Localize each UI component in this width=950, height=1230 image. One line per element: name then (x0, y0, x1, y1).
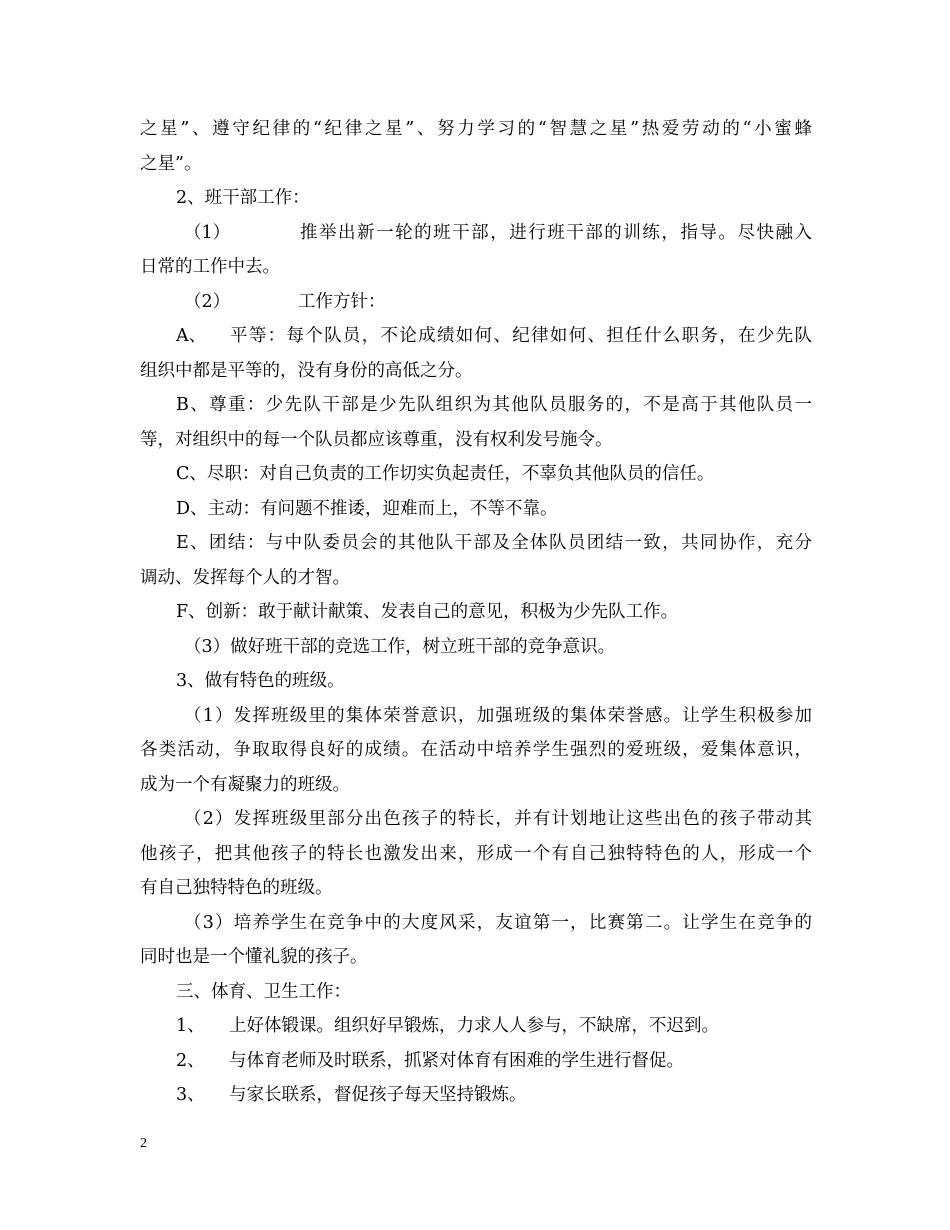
text-line: 等，对组织中的每一个队员都应该尊重，没有权利发号施令。 (140, 429, 613, 450)
list-text: 上好体锻课。组织好早锻炼，力求人人参与，不缺席，不迟到。 (229, 1016, 719, 1036)
list-text: 推举出新一轮的班干部，进行班干部的训练，指导。尽快融入 (300, 222, 812, 243)
text-line: 他孩子，把其他孩子的特长也激发出来，形成一个有自己独特特色的人，形成一个 (140, 843, 812, 864)
text-line: （3）做好班干部的竞选工作，树立班干部的竞争意识。 (184, 636, 616, 657)
list-item (184, 285, 812, 320)
text-line: 之星”。 (140, 153, 202, 174)
text-line: 各类活动，争取取得良好的成绩。在活动中培养学生强烈的爱班级，爱集体意识， (140, 740, 812, 760)
page-number: 2 (140, 1136, 147, 1151)
list-text: 与体育老师及时联系，抓紧对体育有困难的学生进行督促。 (229, 1050, 684, 1071)
list-item (176, 1044, 812, 1079)
list-item (176, 319, 812, 354)
text-line: 之星”、遵守纪律的“纪律之星”、努力学习的“智慧之星”热爱劳动的“小蜜蜂 (140, 119, 812, 139)
list-marker: 3、 (176, 1085, 205, 1105)
text-line: 组织中都是平等的，没有身份的高低之分。 (140, 360, 473, 381)
list-item (176, 1078, 812, 1113)
list-marker: （1） (184, 222, 231, 243)
list-marker: 2、 (176, 1050, 205, 1071)
text-line: D、主动：有问题不推诿，迎难而上，不等不靠。 (176, 498, 558, 519)
text-line: F、创新：敢于献计献策、发表自己的意见，积极为少先队工作。 (176, 602, 679, 622)
text-line: 成为一个有凝聚力的班级。 (140, 774, 350, 795)
text-line: （2）发挥班级里部分出色孩子的特长，并有计划地让这些出色的孩子带动其 (184, 809, 812, 829)
list-item (184, 216, 812, 251)
list-text: 与家长联系，督促孩子每天坚持锻炼。 (229, 1085, 527, 1105)
text-line: B、尊重：少先队干部是少先队组织为其他队员服务的，不是高于其他队员一 (176, 395, 812, 415)
list-marker: A、 (176, 326, 207, 346)
text-line: E、团结：与中队委员会的其他队干部及全体队员团结一致，共同协作，充分 (176, 533, 812, 553)
text-line: （1）发挥班级里的集体荣誉意识，加强班级的集体荣誉感。让学生积极参加 (184, 705, 812, 726)
section-heading: 3、做有特色的班级。 (176, 671, 345, 691)
text-line: 调动、发挥每个人的才智。 (140, 567, 350, 588)
section-heading: 三、体育、卫生工作： (176, 981, 351, 1002)
list-marker: （2） (184, 291, 231, 312)
text-line: 同时也是一个懂礼貌的孩子。 (140, 947, 368, 967)
text-line: 有自己独特特色的班级。 (140, 878, 333, 898)
list-marker: 1、 (176, 1016, 205, 1036)
list-text: 平等：每个队员，不论成绩如何、纪律如何、担任什么职务，在少先队 (230, 326, 812, 346)
list-item (176, 1009, 812, 1044)
list-text: 工作方针： (298, 291, 386, 312)
text-line: （3）培养学生在竞争中的大度风采，友谊第一，比赛第二。让学生在竞争的 (184, 912, 812, 933)
text-line: C、尽职：对自己负责的工作切实负起责任，不辜负其他队员的信任。 (176, 464, 715, 484)
section-heading: 2、班干部工作： (176, 188, 310, 208)
text-line: 日常的工作中去。 (140, 257, 280, 277)
